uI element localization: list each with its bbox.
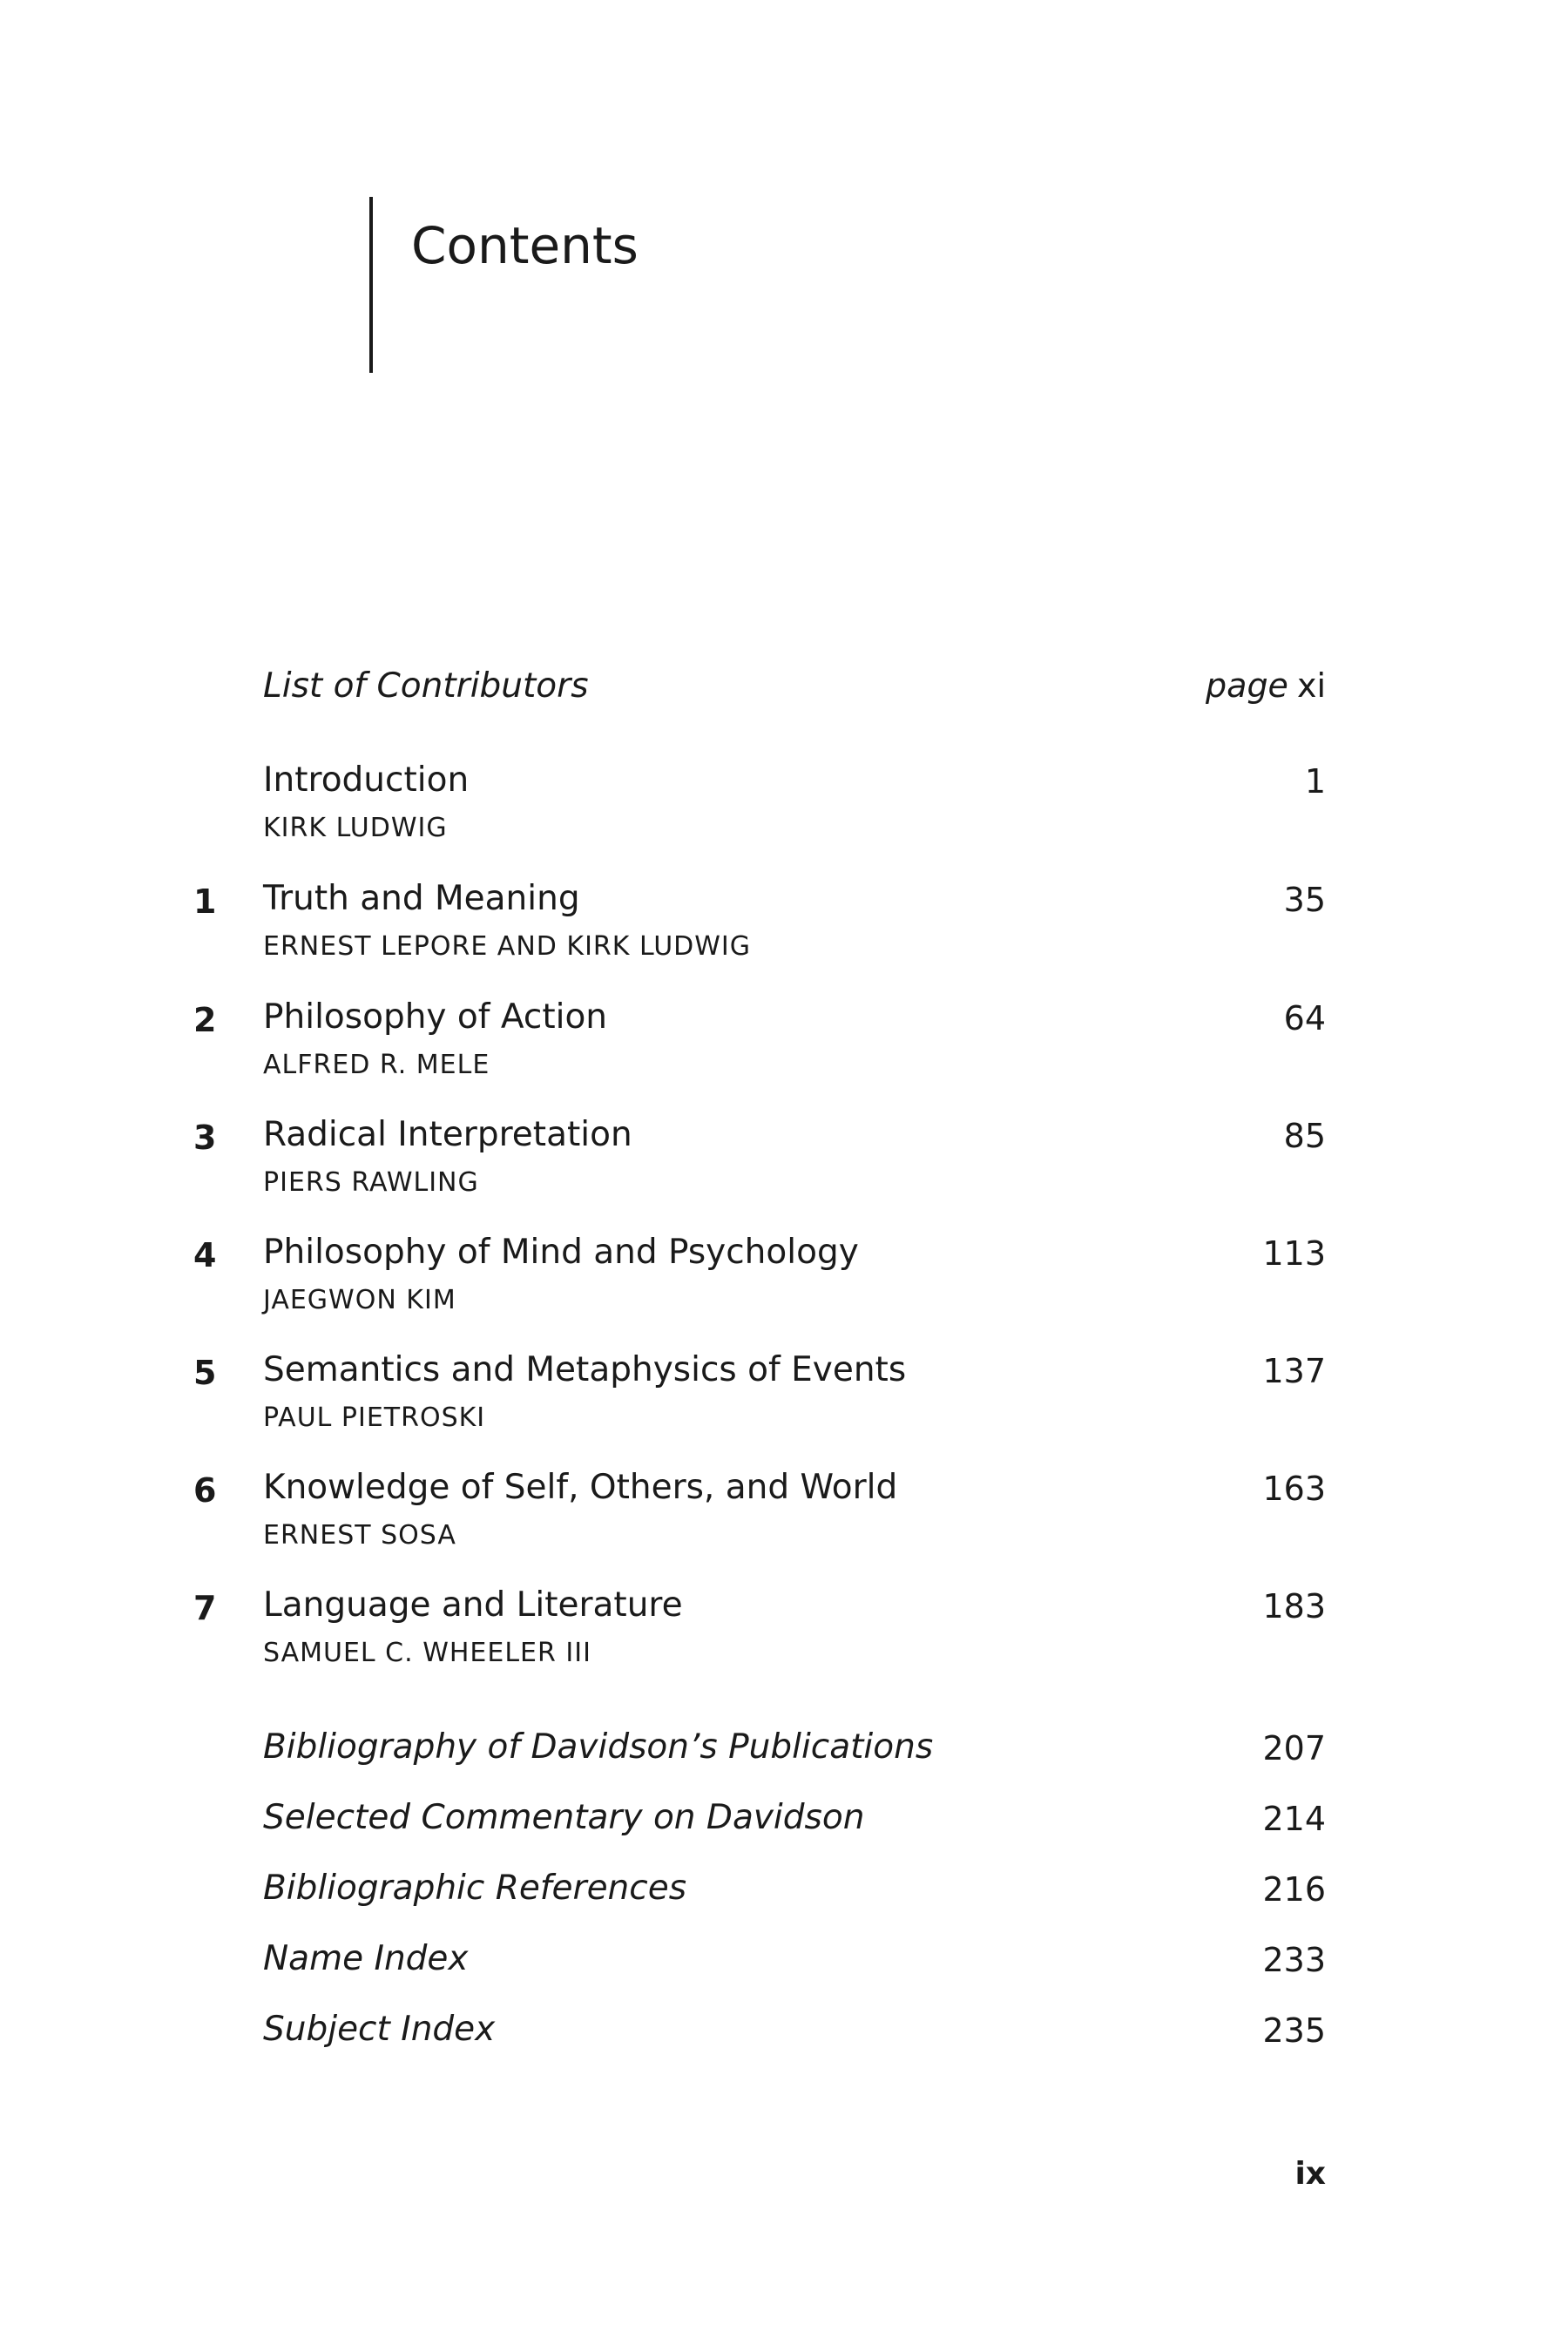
chapter-number: 1 [193, 882, 217, 921]
entry-title: Selected Commentary on Davidson [263, 1798, 865, 1837]
page-prefix: page [1206, 666, 1288, 705]
entry-author: KIRK LUDWIG [263, 813, 448, 843]
entry-page: 207 [1262, 1729, 1326, 1767]
entry-title: Truth and Meaning [263, 879, 580, 918]
page-title: Contents [411, 215, 639, 275]
page-folio: ix [1294, 2156, 1326, 2192]
entry-page: 1 [1304, 762, 1326, 801]
entry-title: Language and Literature [263, 1585, 683, 1625]
entry-page: 137 [1262, 1352, 1326, 1390]
entry-author: ERNEST LEPORE AND KIRK LUDWIG [263, 931, 752, 962]
chapter-number: 3 [193, 1119, 217, 1157]
entry-page [1206, 666, 1326, 705]
entry-title: Bibliography of Davidson’s Publications [263, 1727, 934, 1767]
entry-page: 113 [1262, 1234, 1326, 1273]
entry-page: 214 [1262, 1800, 1326, 1838]
chapter-number: 6 [193, 1471, 217, 1510]
entry-author: ALFRED R. MELE [263, 1050, 490, 1080]
entry-page: 233 [1262, 1941, 1326, 1979]
chapter-number: 7 [193, 1589, 217, 1627]
entry-title: List of Contributors [263, 666, 589, 706]
entry-page: 235 [1262, 2011, 1326, 2050]
chapter-number: 4 [193, 1236, 217, 1274]
entry-author: SAMUEL C. WHEELER III [263, 1638, 591, 1668]
entry-author: JAEGWON KIM [263, 1285, 456, 1315]
entry-title: Philosophy of Action [263, 997, 608, 1037]
chapter-number: 2 [193, 1001, 217, 1039]
entry-title: Bibliographic References [263, 1869, 687, 1908]
chapter-number: 5 [193, 1354, 217, 1392]
entry-page: 64 [1283, 999, 1326, 1037]
entry-title: Radical Interpretation [263, 1115, 632, 1154]
entry-author: PIERS RAWLING [263, 1167, 479, 1198]
entry-page: 216 [1262, 1870, 1326, 1909]
entry-title: Name Index [263, 1939, 469, 1978]
page-number: xi [1296, 666, 1326, 705]
entry-page: 35 [1283, 881, 1326, 919]
entry-page: 183 [1262, 1587, 1326, 1625]
entry-author: PAUL PIETROSKI [263, 1402, 486, 1433]
entry-title: Knowledge of Self, Others, and World [263, 1468, 898, 1507]
title-rule [369, 197, 373, 373]
entry-title: Semantics and Metaphysics of Events [263, 1350, 907, 1389]
entry-author: ERNEST SOSA [263, 1520, 456, 1551]
entry-page: 163 [1262, 1470, 1326, 1508]
entry-title: Subject Index [263, 2010, 496, 2049]
entry-title: Introduction [263, 760, 470, 800]
entry-title: Philosophy of Mind and Psychology [263, 1233, 859, 1272]
entry-page: 85 [1283, 1117, 1326, 1155]
